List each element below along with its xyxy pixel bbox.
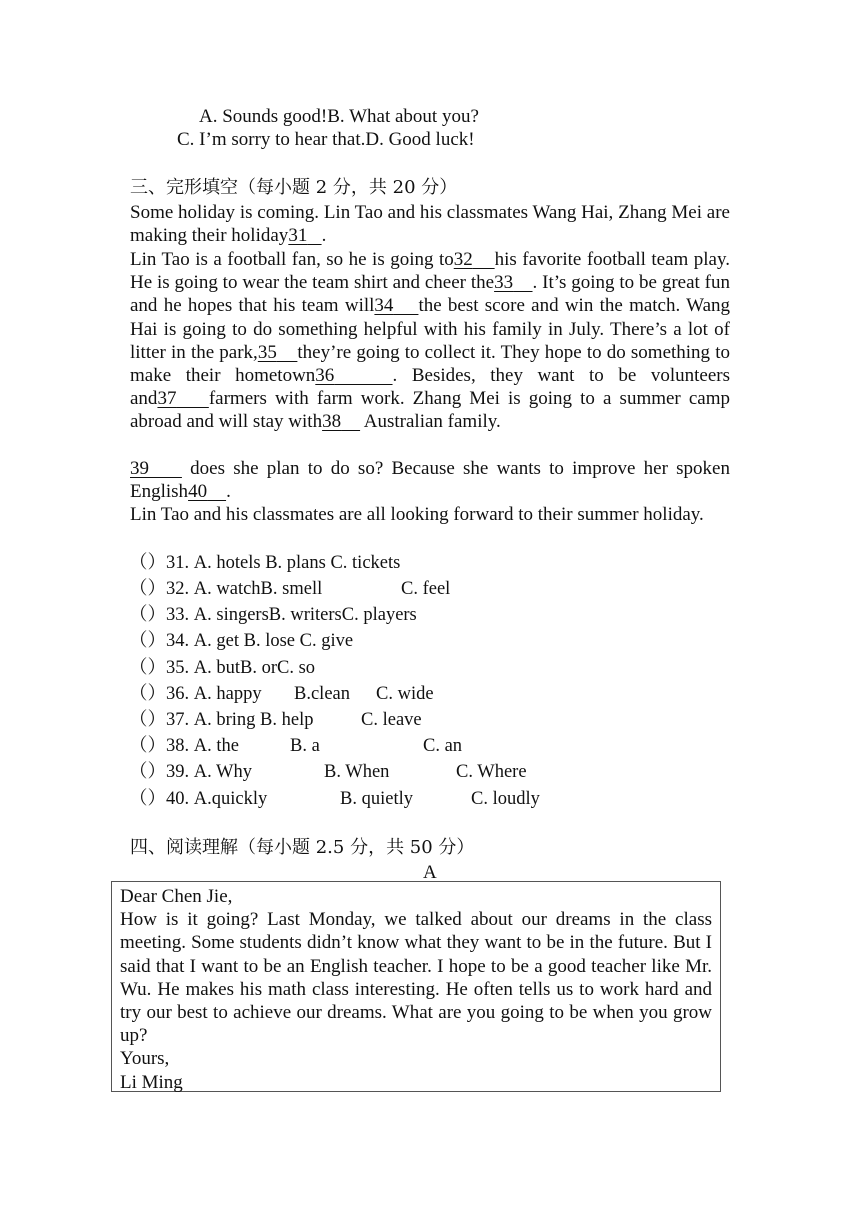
question-number: （）39.: [129, 762, 190, 782]
choices: A. butB. orC. so: [193, 658, 316, 678]
blank-32: 32: [453, 249, 473, 270]
passage-text: the best score and win the match. Wang Hai is going to do something helpful with his family in July. There’s a lot of litter in the park,: [130, 295, 730, 363]
question-40-choice-b: B. quietly: [340, 789, 413, 809]
previous-options-line-1: A. Sounds good!B. What about you?: [199, 106, 479, 127]
question-34: [129, 629, 353, 653]
question-number: （）34.: [129, 631, 190, 651]
choices: A. singersB. writersC. players: [193, 605, 417, 625]
blank-39: 39: [130, 458, 149, 479]
blank-35: 35: [257, 341, 277, 363]
reading-part-label: A: [423, 862, 437, 883]
letter-signature: Li Ming: [120, 1071, 183, 1093]
question-number: （）37.: [129, 710, 190, 730]
choices: A. hotels B. plans C. tickets: [193, 553, 401, 573]
passage-text: Australian family.: [360, 411, 501, 433]
question-number: （）40.: [129, 789, 190, 809]
question-number: （）31.: [129, 553, 190, 573]
question-37-choice-c: C. leave: [361, 710, 422, 730]
letter-body: How is it going? Last Monday, we talked about our dreams in the class meeting. Some students didn’t know what they want to be in the future. But I said that I want to be an English teacher. I hope to be a good teacher like Mr. Wu. He makes his math class interesting. He often tells us to work hard and try our best to achieve our dreams. What are you going to be when you grow up?: [120, 909, 712, 1047]
letter-greeting: Dear Chen Jie,: [120, 886, 233, 907]
question-number: （）38.: [129, 736, 190, 756]
question-40: [129, 787, 267, 811]
letter-content: [120, 885, 712, 1094]
blank-31: 31: [288, 225, 308, 247]
previous-options-line-2: C. I’m sorry to hear that.D. Good luck!: [177, 129, 475, 150]
cloze-paragraph-2: [130, 248, 730, 434]
question-39-choice-b: B. When: [324, 762, 390, 782]
cloze-paragraph-3: [130, 457, 730, 503]
choice-a: A. the: [193, 736, 239, 756]
question-38-choice-c: C. an: [423, 736, 463, 756]
question-36: [129, 682, 262, 706]
choice-a: A.quickly: [193, 789, 268, 809]
passage-text: Some holiday is coming. Lin Tao and his classmates Wang Hai, Zhang Mei are making their holiday: [130, 202, 730, 247]
section-4-heading: 四、阅读理解（每小题 2.5 分，共 50 分）: [130, 837, 475, 858]
question-32: [129, 577, 322, 601]
blank-33: 33: [494, 272, 514, 294]
question-number: （）36.: [129, 684, 190, 704]
question-number: （）33.: [129, 605, 190, 625]
choice-a-b: A. bring B. help: [193, 710, 314, 730]
cloze-paragraph-1: [130, 201, 730, 247]
passage-text: Lin Tao is a football fan, so he is going to: [130, 249, 454, 270]
question-33: [129, 603, 417, 627]
question-40-choice-c: C. loudly: [471, 789, 540, 809]
question-39: [129, 760, 252, 784]
question-number: （）35.: [129, 658, 190, 678]
choice-a: A. happy: [193, 684, 262, 704]
question-35: [129, 656, 315, 680]
reading-letter-box: [111, 881, 721, 1092]
passage-text: his favorite football team play. He is going to wear the team shirt and cheer the: [130, 249, 731, 294]
letter-closing: Yours,: [120, 1048, 170, 1070]
passage-text: . Besides, they want to be volunteers and: [130, 365, 730, 410]
passage-text: . It’s going to be great fun and he hopes that his team will: [130, 272, 730, 317]
blank-37: 37: [157, 388, 177, 410]
question-number: （）32.: [129, 579, 190, 599]
blank-38: 38: [322, 411, 342, 433]
passage-text: .: [226, 481, 231, 503]
passage-text: they’re going to collect it. They hope to do something to make their hometown: [130, 341, 730, 387]
section-3-heading: 三、完形填空（每小题 2 分，共 20 分）: [130, 177, 458, 198]
choice-a-b: A. watchB. smell: [193, 579, 323, 599]
passage-text: farmers with farm work. Zhang Mei is going to a summer camp abroad and will stay with: [130, 388, 731, 433]
blank-36: 36: [315, 365, 335, 387]
passage-text: does she plan to do so? Because she wants to improve her spoken English: [130, 458, 730, 503]
question-37: [129, 708, 314, 732]
passage-text: .: [321, 225, 327, 247]
question-31: [129, 551, 400, 575]
choices: A. get B. lose C. give: [193, 631, 354, 651]
question-38: [129, 734, 239, 758]
question-36-choice-b: B.clean: [294, 684, 350, 704]
cloze-paragraph-4: Lin Tao and his classmates are all looking forward to their summer holiday.: [130, 504, 704, 525]
question-32-choice-c: C. feel: [401, 579, 451, 599]
question-38-choice-b: B. a: [290, 736, 320, 756]
choice-a: A. Why: [193, 762, 253, 782]
blank-40: 40: [188, 481, 208, 503]
blank-34: 34: [374, 295, 394, 317]
question-36-choice-c: C. wide: [376, 684, 434, 704]
question-39-choice-c: C. Where: [456, 762, 527, 782]
